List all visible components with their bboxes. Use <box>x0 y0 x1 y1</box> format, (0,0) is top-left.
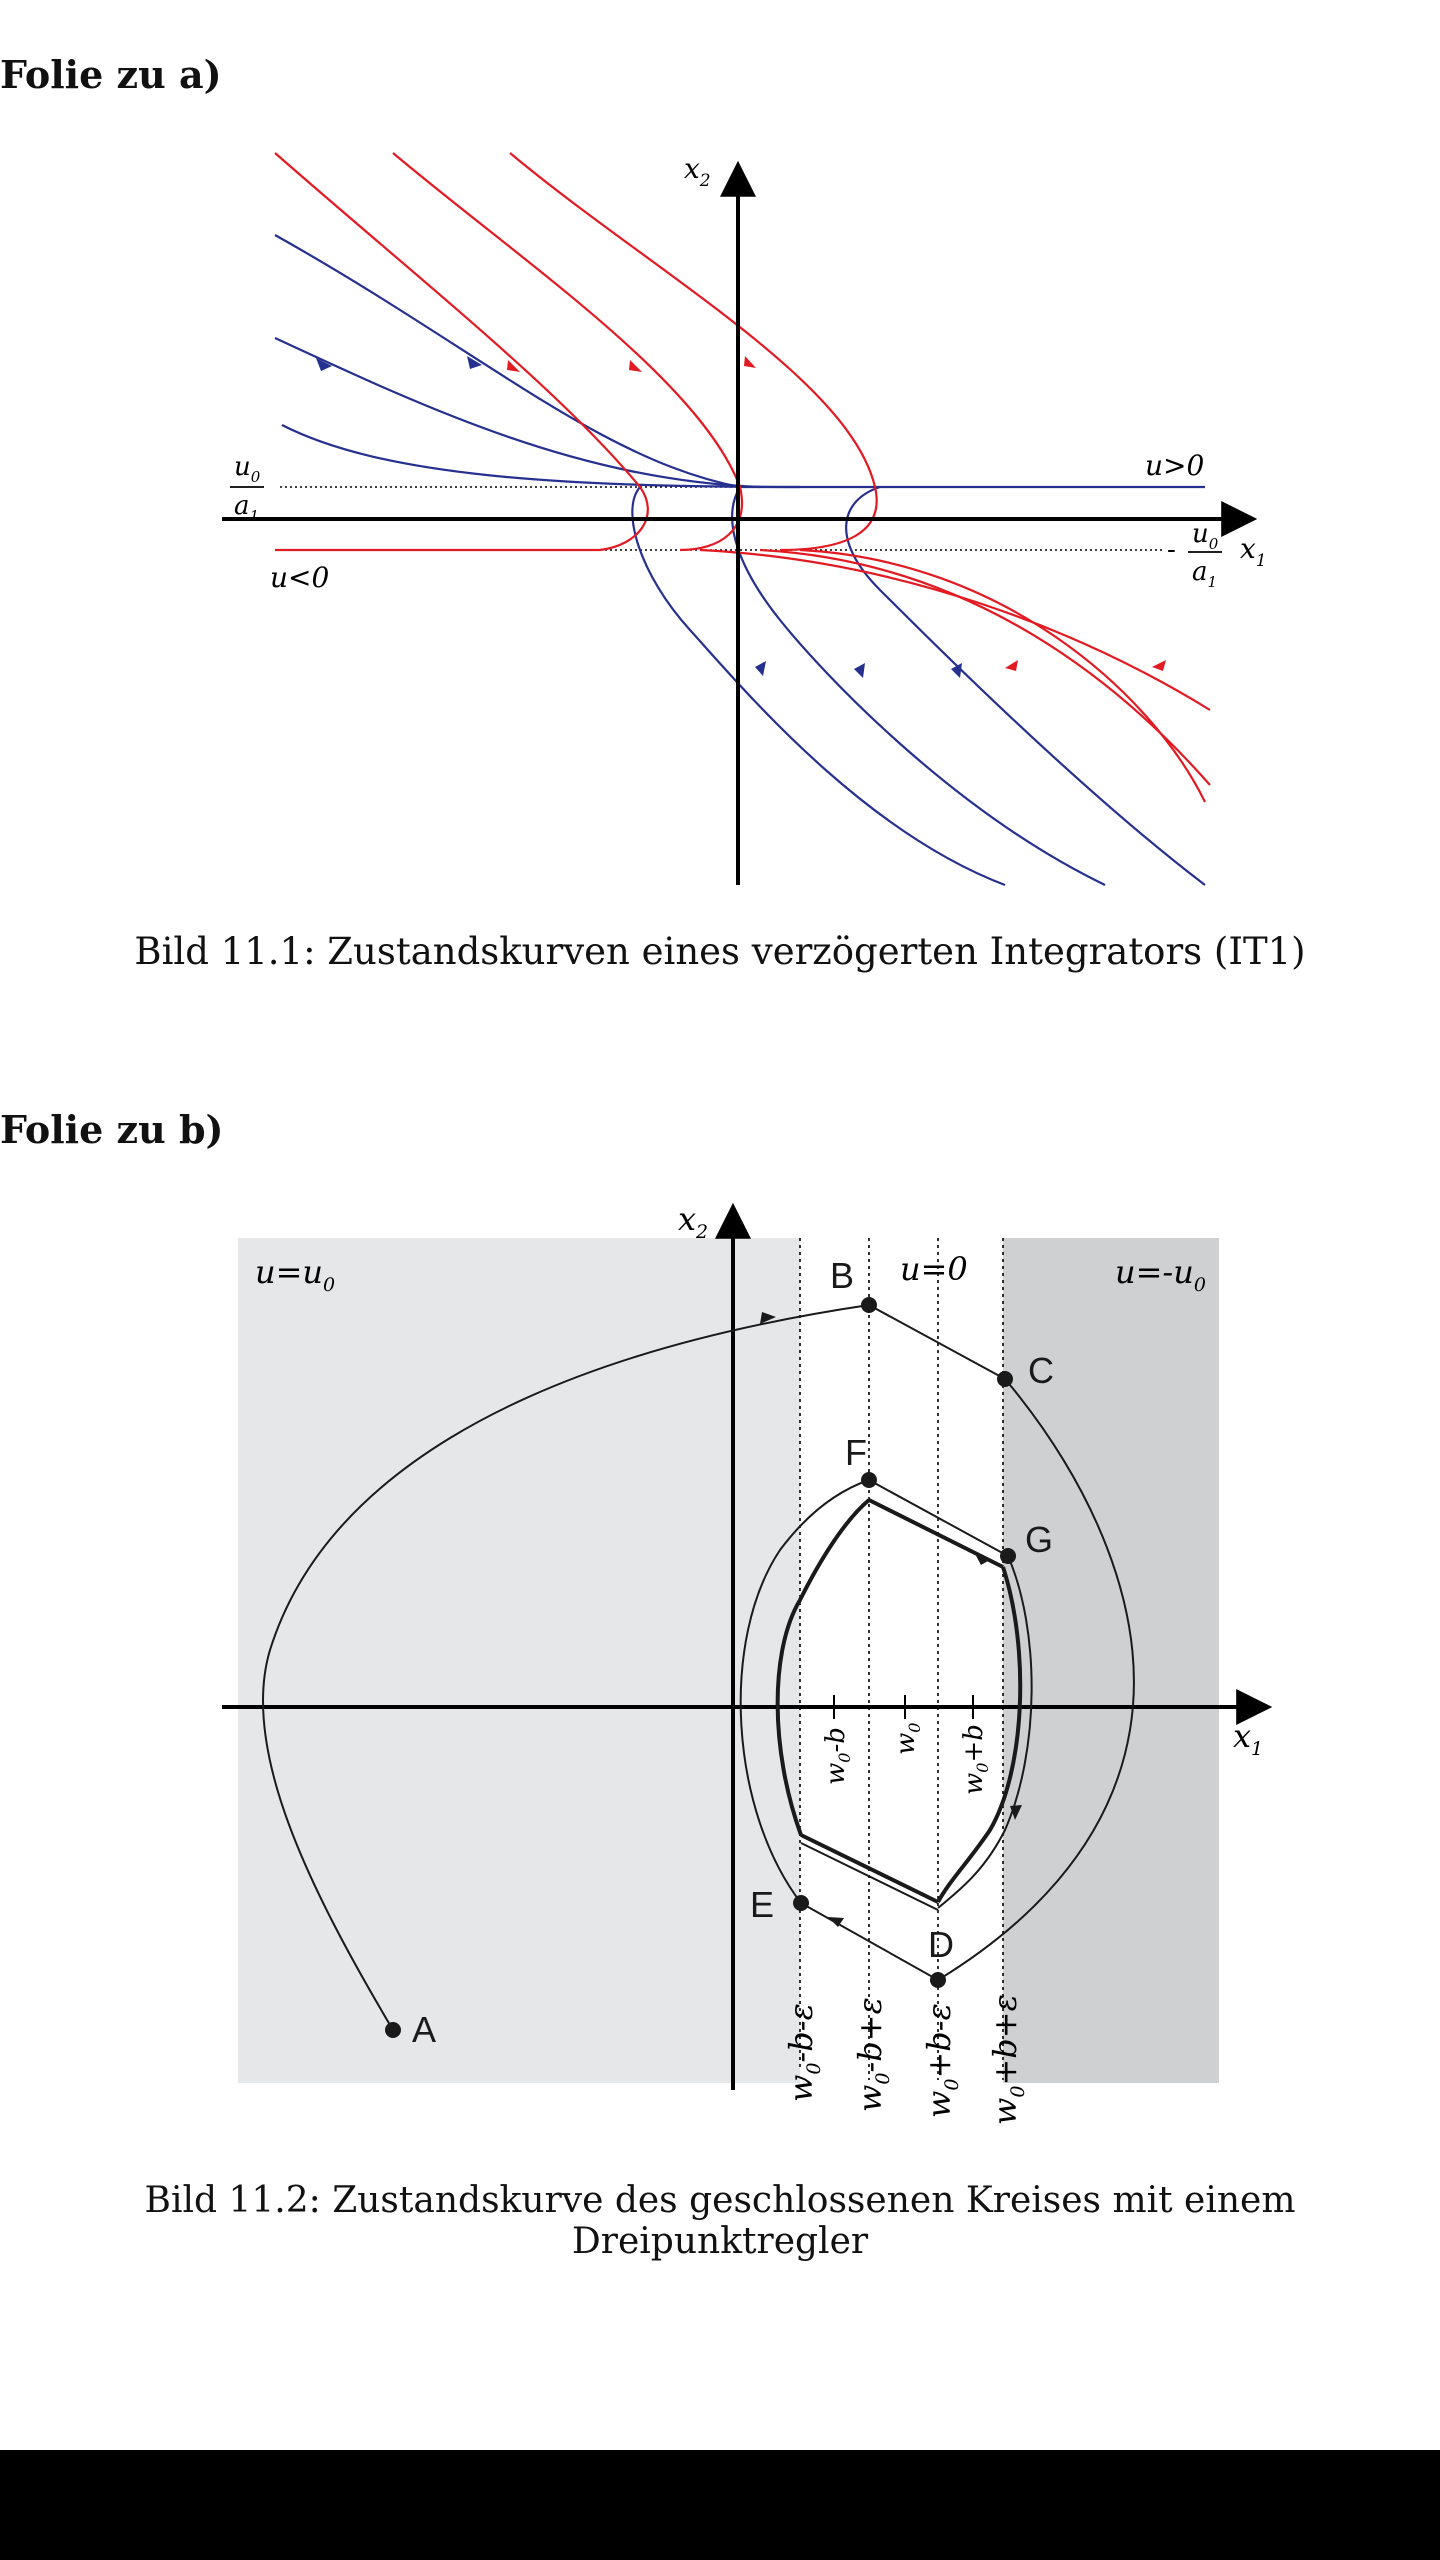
right-frac-minus: - <box>1167 535 1176 565</box>
red-arrow-1 <box>507 360 520 372</box>
point-F-label: F <box>845 1432 867 1473</box>
point-D-label: D <box>928 1924 954 1965</box>
red-curve-2 <box>393 153 742 550</box>
point-E-label: E <box>750 1884 775 1925</box>
u-negative-label: u<0 <box>270 561 330 594</box>
region-u-positive <box>238 1238 800 2083</box>
blue-curve-3 <box>282 425 800 487</box>
right-frac-numerator: $u_0$ <box>1192 519 1219 553</box>
red-curve-5 <box>760 550 1210 785</box>
red-arrow-2 <box>629 360 642 372</box>
red-trajectories <box>275 153 1210 802</box>
tick-label-w0-plus-b: $w_0+b$ <box>959 1724 992 1795</box>
blue-curve-5 <box>732 487 1105 885</box>
point-C-label: C <box>1028 1350 1054 1391</box>
x2-label-b: $x_2$ <box>678 1200 709 1243</box>
red-arrow-5 <box>1152 660 1166 671</box>
point-E <box>793 1895 809 1911</box>
figure-11-2 <box>0 1190 1440 2130</box>
point-D <box>930 1972 946 1988</box>
tick-label-w0-minus-b: $w_0-b$ <box>821 1727 854 1785</box>
u-positive-label: u>0 <box>1145 449 1205 482</box>
bottom-label-2: $w_0-b+\varepsilon$ <box>851 1997 894 2112</box>
bottom-label-3: $w_0+b-\varepsilon$ <box>920 2003 963 2118</box>
x1-label: $x_1$ <box>1240 532 1267 571</box>
red-curve-1 <box>275 153 648 550</box>
x1-label-b: $x_1$ <box>1233 1717 1264 1760</box>
x2-label: $x_2$ <box>684 152 711 191</box>
figure-11-1 <box>0 130 1440 1030</box>
figure-11-1-caption: Bild 11.1: Zustandskurven eines verzögerten Integrators (IT1) <box>134 930 1306 973</box>
left-frac-denominator: $a_1$ <box>234 491 260 525</box>
point-G <box>1000 1548 1016 1564</box>
bottom-label-1: $w_0-b-\varepsilon$ <box>782 2003 825 2102</box>
point-G-label: G <box>1025 1519 1054 1560</box>
point-B-label: B <box>830 1255 855 1296</box>
figure-11-2-caption: Bild 11.2: Zustandskurve des geschlossenen Kreises mit einem Dreipunktregler <box>144 2180 1296 2262</box>
point-A-label: A <box>412 2009 437 2050</box>
blue-arrow-3 <box>755 661 766 676</box>
bottom-black-bar <box>0 2450 1440 2560</box>
region-left-label: $u=u_0$ <box>255 1253 336 1296</box>
region-mid-label: u=0 <box>900 1250 968 1288</box>
red-curve-4 <box>700 550 1210 710</box>
blue-curve-6 <box>846 487 1205 885</box>
section-a-heading: Folie zu a) <box>0 52 222 97</box>
red-curve-6 <box>800 550 1205 802</box>
point-F <box>861 1472 877 1488</box>
region-right-label: $u=-u_0$ <box>1115 1253 1206 1296</box>
left-frac-numerator: $u_0$ <box>234 452 261 486</box>
point-A <box>385 2022 401 2038</box>
right-frac-denominator: $a_1$ <box>1192 557 1218 591</box>
section-b-heading: Folie zu b) <box>0 1107 224 1152</box>
blue-arrow-4 <box>854 663 865 678</box>
point-C <box>997 1371 1013 1387</box>
red-curve-3 <box>510 153 877 550</box>
red-arrow-4 <box>1005 660 1018 671</box>
bottom-label-4: $w_0+b+\varepsilon$ <box>986 1994 1029 2125</box>
red-arrow-3 <box>744 356 756 368</box>
blue-curve-2 <box>275 338 760 487</box>
point-B <box>861 1297 877 1313</box>
tick-label-w0: $w_0$ <box>891 1722 924 1755</box>
